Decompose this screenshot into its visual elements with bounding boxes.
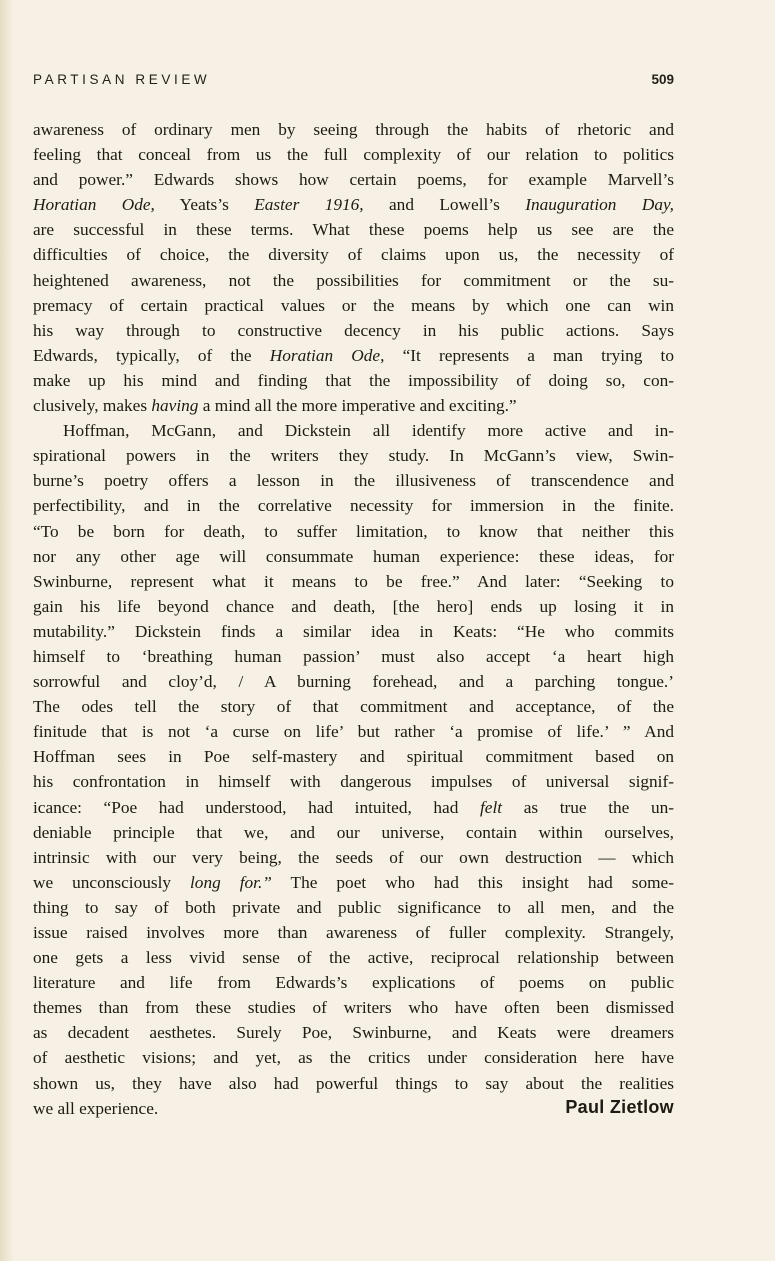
text-segment: make up his mind and finding that the impossibility of doing so, con- [33, 370, 674, 390]
text-line [33, 192, 674, 217]
text-line [33, 468, 674, 493]
text-line [33, 1071, 674, 1096]
text-line [33, 594, 674, 619]
text-segment: and Lowell’s [363, 195, 526, 215]
text-line [33, 544, 674, 569]
text-line [33, 769, 674, 794]
text-line [33, 895, 674, 920]
text-segment: Horatian Ode, [33, 195, 155, 215]
text-line [33, 744, 674, 769]
text-segment: clusively, makes [33, 396, 152, 416]
text-segment: Swinburne, represent what it means to be free.” And later: “Seeking to [33, 571, 674, 591]
text-line [33, 995, 674, 1020]
page-number: 509 [651, 72, 674, 87]
text-line [33, 142, 674, 167]
text-line [33, 644, 674, 669]
text-segment: his way through to constructive decency in his public actions. Says [33, 320, 674, 340]
text-line [33, 368, 674, 393]
text-segment: Hoffman, McGann, and Dickstein all identify more active and in- [63, 421, 674, 441]
text-line [33, 719, 674, 744]
page-edge-shadow [0, 0, 14, 1261]
text-segment: Edwards, typically, of the [33, 345, 270, 365]
text-line [33, 418, 674, 443]
text-segment: having [151, 396, 199, 416]
text-segment: Easter 1916, [254, 195, 364, 215]
author-signature: Paul Zietlow [565, 1096, 674, 1117]
text-line [33, 242, 674, 267]
text-line [33, 393, 674, 418]
text-segment: sorrowful and cloy’d, / A burning forehead, and a parching tongue.’ [33, 672, 674, 692]
text-line [33, 1020, 674, 1045]
text-segment: burne’s poetry offers a lesson in the illusiveness of transcendence and [33, 471, 674, 491]
text-segment: finitude that is not ‘a curse on life’ but rather ‘a promise of life.’ ” And [33, 722, 674, 742]
text-segment: The odes tell the story of that commitment and acceptance, of the [33, 697, 674, 717]
closing-line [33, 1096, 674, 1121]
text-segment: felt [479, 797, 503, 817]
text-segment: Yeats’s [154, 195, 255, 215]
text-segment: a mind all the more imperative and exciting.” [198, 396, 517, 416]
text-line [33, 293, 674, 318]
text-line [33, 167, 674, 192]
paragraph [33, 418, 674, 1096]
text-line [33, 795, 674, 820]
text-line [33, 318, 674, 343]
text-line [33, 694, 674, 719]
text-segment: Hoffman sees in Poe self-mastery and spiritual commitment based on [33, 747, 674, 767]
text-line [33, 845, 674, 870]
text-segment: himself to ‘breathing human passion’ must also accept ‘a heart high [33, 646, 674, 666]
text-segment: intrinsic with our very being, the seeds of our own destruction — which [33, 847, 674, 867]
text-segment: mutability.” Dickstein finds a similar idea in Keats: “He who commits [33, 621, 674, 641]
text-line [33, 443, 674, 468]
text-segment: as true the un- [502, 797, 674, 817]
text-segment: heightened awareness, not the possibilities for commitment or the su- [33, 270, 674, 290]
text-segment: themes than from these studies of writers who have often been dismissed [33, 998, 674, 1018]
text-segment: long for.” [190, 872, 272, 892]
text-line [33, 870, 674, 895]
text-segment: literature and life from Edwards’s explications of poems on public [33, 973, 674, 993]
text-line [33, 519, 674, 544]
text-segment: Inauguration Day, [525, 195, 674, 215]
text-segment: and power.” Edwards shows how certain poems, for example Marvell’s [33, 170, 674, 190]
text-segment: deniable principle that we, and our universe, contain within ourselves, [33, 822, 674, 842]
text-segment: as decadent aesthetes. Surely Poe, Swinburne, and Keats were dreamers [33, 1023, 674, 1043]
text-segment: “To be born for death, to suffer limitation, to know that neither this [33, 521, 674, 541]
text-line [33, 493, 674, 518]
text-segment: nor any other age will consummate human experience: these ideas, for [33, 546, 674, 566]
text-line [33, 1045, 674, 1070]
text-segment: “It represents a man trying to [384, 345, 674, 365]
text-line [33, 217, 674, 242]
closing-text: we all experience. [33, 1098, 159, 1118]
text-segment: gain his life beyond chance and death, [the hero] ends up losing it in [33, 596, 674, 616]
text-line [33, 945, 674, 970]
text-segment: awareness of ordinary men by seeing through the habits of rhetoric and [33, 120, 674, 139]
text-segment: shown us, they have also had powerful things to say about the realities [33, 1073, 674, 1093]
text-segment: feeling that conceal from us the full complexity of our relation to politics [33, 145, 674, 165]
text-segment: one gets a less vivid sense of the active, reciprocal relationship between [33, 948, 674, 968]
text-segment: spirational powers in the writers they study. In McGann’s view, Swin- [33, 446, 674, 466]
text-segment: thing to say of both private and public significance to all men, and the [33, 897, 674, 917]
text-line [33, 569, 674, 594]
paragraphs [33, 117, 674, 1096]
journal-title: PARTISAN REVIEW [33, 72, 211, 87]
text-line [33, 669, 674, 694]
text-segment: Horatian Ode, [269, 345, 385, 365]
text-line [33, 268, 674, 293]
text-segment: of aesthetic visions; and yet, as the critics under consideration here have [33, 1048, 674, 1068]
text-line [33, 619, 674, 644]
text-line [33, 343, 674, 368]
paragraph [33, 117, 674, 418]
text-segment: The poet who had this insight had some- [271, 872, 674, 892]
text-segment: issue raised involves more than awareness of fuller complexity. Strangely, [33, 923, 674, 942]
text-line [33, 820, 674, 845]
text-line [33, 970, 674, 995]
text-line [33, 117, 674, 142]
text-segment: are successful in these terms. What these poems help us see are the [33, 220, 674, 240]
running-head [33, 72, 674, 94]
text-line [33, 920, 674, 945]
text-segment: difficulties of choice, the diversity of claims upon us, the necessity of [33, 245, 674, 265]
text-segment: we unconsciously [33, 872, 190, 892]
text-segment: icance: “Poe had understood, had intuited, had [33, 797, 480, 817]
article-body [33, 117, 674, 1121]
text-segment: premacy of certain practical values or the means by which one can win [33, 295, 674, 315]
text-segment: his confrontation in himself with dangerous impulses of universal signif- [33, 772, 674, 792]
text-segment: perfectibility, and in the correlative necessity for immersion in the finite. [33, 496, 674, 516]
